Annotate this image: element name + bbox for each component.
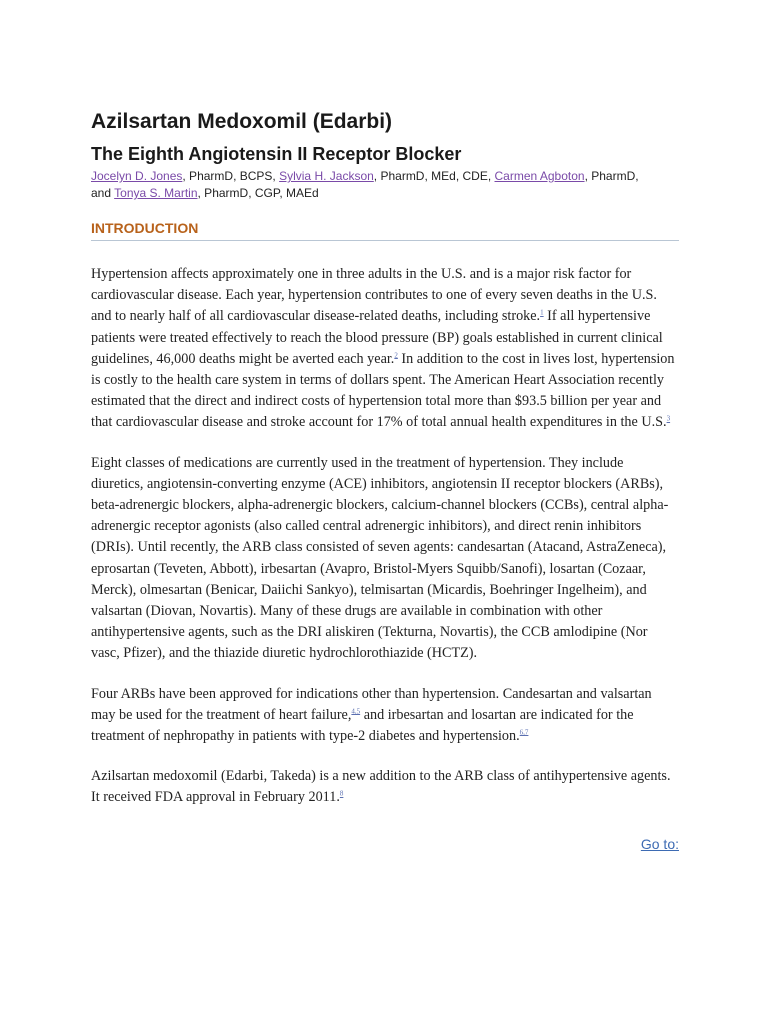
- paragraph-text: Four ARBs have been approved for indications other than hypertension. Candesartan and valsartan may be used for the treatment of heart failure,: [91, 685, 652, 723]
- article-title: Azilsartan Medoxomil (Edarbi): [91, 110, 393, 133]
- reference-link[interactable]: 6,7: [519, 728, 529, 737]
- paragraph-text: Hypertension affects approximately one in three adults in the U.S. and is a major risk factor for cardiovascular disease. Each year, hypertension contributes to one of every seven deaths in the U.S. and to nearly half of all cardiovascular disease-related deaths, including stroke.: [91, 266, 657, 325]
- paragraph-1: [91, 264, 679, 434]
- author-credentials: , PharmD, MEd, CDE,: [373, 169, 495, 183]
- reference-link[interactable]: 2: [394, 351, 398, 360]
- paragraph-4: [91, 766, 679, 808]
- author-credentials: , PharmD, BCPS,: [182, 169, 280, 183]
- paragraph-3: [91, 684, 679, 748]
- article-page: [91, 108, 679, 853]
- reference-link[interactable]: 1: [540, 308, 544, 317]
- paragraph-2: Eight classes of medications are currently used in the treatment of hypertension. They include diuretics, angiotensin-converting enzyme (ACE) inhibitors, angiotensin II receptor blockers (ARBs), beta-adrenergic blockers, alpha-adrenergic blockers, calcium-channel blockers (CCBs), central alpha-adrenergic receptor agonists (also called central adrenergic inhibitors), and direct renin inhibitors (DRIs). Until recently, the ARB class consisted of seven agents: candesartan (Atacand, AstraZeneca), eprosartan (Teveten, Abbott), irbesartan (Avapro, Bristol-Myers Squibb/Sanofi), losartan (Cozaar, Merck), olmesartan (Benicar, Daiichi Sankyo), telmisartan (Micardis, Boehringer Ingelheim), and valsartan (Diovan, Novartis). Many of these drugs are available in combination with other antihypertensive agents, such as the DRI aliskiren (Tekturna, Novartis), the CCB amlodipine (Nor vasc, Pfizer), and the thiazide diuretic hydrochlorothiazide (HCTZ).: [91, 454, 669, 662]
- author-credentials: , PharmD, CGP, MAEd: [197, 186, 319, 200]
- author-link-agboton[interactable]: Carmen Agboton: [494, 169, 585, 183]
- goto-link[interactable]: Go to:: [640, 835, 679, 852]
- paragraph-text: If all hypertensive patients were treated effectively to reach the blood pressure (BP) goals established in current clinical guidelines, 46,000 deaths might be averted each year.: [91, 308, 663, 367]
- author-list: [91, 168, 679, 202]
- reference-link[interactable]: 8: [339, 789, 344, 798]
- paragraph-text: and irbesartan and losartan are indicated for the treatment of nephropathy in patients with type-2 diabetes and hypertension.: [91, 706, 634, 745]
- author-credentials: , PharmD,: [584, 169, 639, 183]
- reference-link[interactable]: 3: [666, 414, 671, 423]
- author-link-jones[interactable]: Jocelyn D. Jones: [91, 169, 183, 183]
- section-heading-introduction: INTRODUCTION: [91, 219, 679, 241]
- paragraph-text: In addition to the cost in lives lost, hypertension is costly to the health care system in terms of dollars spent. The American Heart Association recently estimated that the direct and indirect costs of hypertension total more than $93.5 billion per year and that cardiovascular disease and stroke account for 17% of total annual health expenditures in the U.S.: [91, 350, 675, 431]
- author-conjunction: and: [91, 186, 115, 200]
- paragraph-text: Azilsartan medoxomil (Edarbi, Takeda) is a new addition to the ARB class of antihypertensive agents. It received FDA approval in February 2011.: [91, 768, 671, 806]
- author-link-martin[interactable]: Tonya S. Martin: [114, 186, 198, 200]
- article-subtitle: The Eighth Angiotensin II Receptor Blocker: [91, 144, 462, 164]
- reference-link[interactable]: 4,5: [351, 707, 361, 716]
- author-link-jackson[interactable]: Sylvia H. Jackson: [279, 169, 374, 183]
